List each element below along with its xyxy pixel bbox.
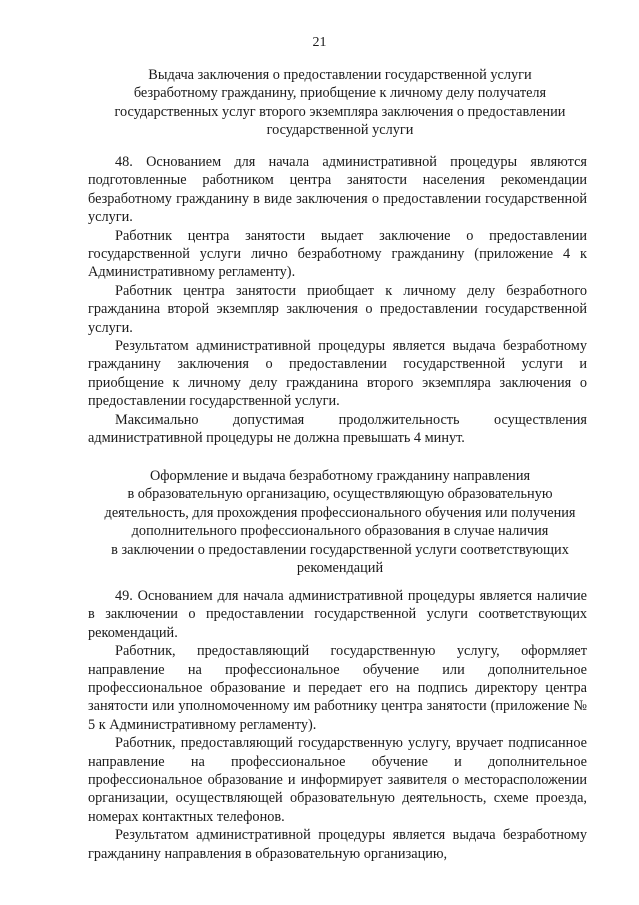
heading-line: Выдача заключения о предоставлении государственной услуги: [148, 67, 532, 83]
paragraph-result: Результатом административной процедуры является выдача безработному гражданину направления в образовательную организацию,: [88, 827, 587, 862]
heading-line: государственных услуг второго экземпляра заключения о предоставлении: [114, 103, 566, 120]
section-body-conclusion: [88, 153, 587, 448]
paragraph-48-basis: 48. Основанием для начала административной процедуры являются подготовленные работником центра занятости населения рекомендации безработному гражданину в виде заключения о предоставлении государственной услуги.: [88, 154, 587, 226]
heading-line: государственной услуги: [266, 122, 414, 139]
heading-line: в заключении о предоставлении государственной услуги соответствующих: [111, 541, 569, 558]
heading-line: рекомендаций: [296, 560, 384, 577]
paragraph-prepare-referral: Работник, предоставляющий государственную услугу, оформляет направление на профессиональное обучение или дополнительное профессиональное образование и передает его на подпись директору центра занятости или уполномоченному им работнику центра занятости (приложение № 5 к Административному регламенту).: [88, 643, 587, 733]
heading-line: деятельность, для прохождения профессионального обучения или получения: [104, 504, 576, 521]
paragraph-duration: Максимально допустимая продолжительность осуществления административной процедуры не должна превышать 4 минут.: [88, 411, 587, 447]
heading-line: дополнительного профессионального образования в случае наличия: [131, 523, 549, 540]
page-number: 21: [312, 35, 327, 50]
paragraph-attach-copy: Работник центра занятости приобщает к личному делу безработного гражданина второй экземпляр заключения о предоставлении государственной услуги.: [88, 282, 587, 336]
heading-line: в образовательную организацию, осуществляющую образовательную: [127, 486, 553, 503]
paragraph-hand-over-referral: Работник, предоставляющий государственную услугу, вручает подписанное направление на профессиональное обучение и дополнительное профессиональное образование и информирует заявителя о месторасположении организации, осуществляющей образовательную деятельность, схеме проезда, номерах контактных телефонов.: [88, 735, 587, 825]
paragraph-result: Результатом административной процедуры является выдача безработному гражданину заключения о предоставлении государственной услуги и приобщение к личному делу гражданина второго экземпляра заключения о предоставлении государственной услуги.: [88, 338, 587, 410]
section-heading-referral: [80, 467, 600, 577]
heading-line: безработному гражданину, приобщение к личному делу получателя: [133, 85, 547, 102]
heading-line: Оформление и выдача безработному гражданину направления: [149, 468, 531, 484]
paragraph-49-basis: 49. Основанием для начала административной процедуры является наличие в заключении о предоставлении государственной услуги соответствующих рекомендаций.: [88, 588, 587, 641]
paragraph-issue-conclusion: Работник центра занятости выдает заключение о предоставлении государственной услуги лично безработному гражданину (приложение 4 к Административному регламенту).: [88, 227, 587, 281]
section-heading-conclusion: [80, 66, 600, 140]
section-body-referral: [88, 587, 587, 863]
